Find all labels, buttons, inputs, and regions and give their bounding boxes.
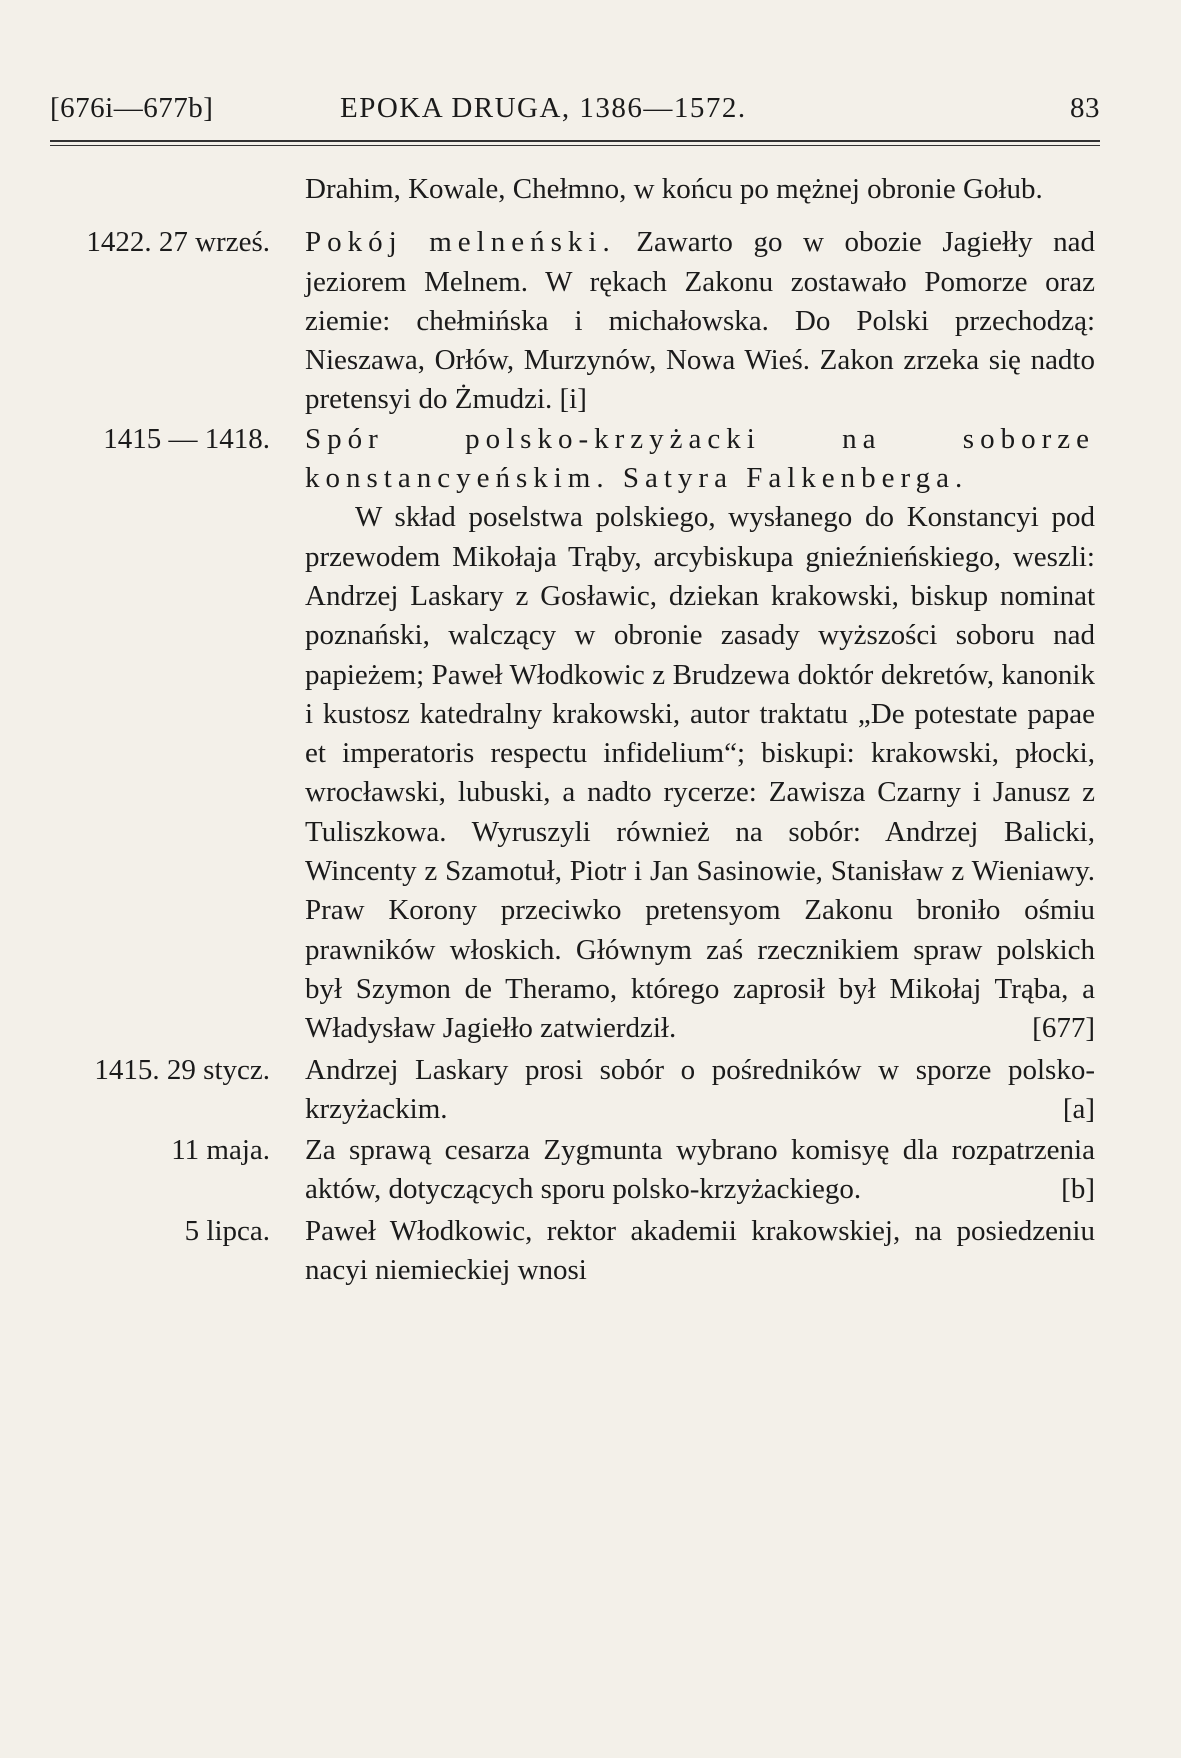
entry-body: Za sprawą cesarza Zygmunta wybrano komisyę dla rozpatrzenia aktów, dotyczących sporu polsko-krzyżackiego. (305, 1134, 1095, 1206)
entry (0, 223, 1181, 419)
entry-date: 1415 — 1418. (103, 422, 270, 455)
entry-date: 1422. 27 wrześ. (86, 226, 270, 259)
entry-body: W skład poselstwa polskiego, wysłanego do Konstancyi pod przewodem Mikołaja Trąby, arcybiskupa gnieźnieńskiego, weszli: Andrzej Laskary z Gosławic, dziekan krakowski, biskup nominat poznański, walczący w obronie zasady wyższości soboru nad papieżem; Paweł Włodkowic z Brudzewa doktór dekretów, kanonik i kustosz katedralny krakowski, autor traktatu „De potestate papae et imperatoris respectu infidelium“; biskupi: krakowski, płocki, wrocławski, lubuski, a nadto rycerze: Zawisza Czarny i Janusz z Tuliszkowa. Wyruszyli również na sobór: Andrzej Balicki, Wincenty z Szamotuł, Piotr i Jan Sasinowie, Stanisław z Wieniawy. Praw Korony przeciwko pretensyom Zakonu broniło ośmiu prawników włoskich. Głównym zaś rzecznikiem spraw polskich był Szymon de Theramo, którego zaprosił był Mikołaj Trąba, a Władysław Jagiełło zatwierdził. (305, 501, 1095, 1045)
entry-title: Spór polsko-krzyżacki na soborze konstancyeńskim. Satyra Falkenberga. (305, 422, 1095, 495)
entries (0, 170, 1181, 1290)
entry-body: Paweł Włodkowic, rektor akademii krakowskiej, na posiedzeniu nacyi niemieckiej wnosi (305, 1214, 1095, 1287)
section-range: [676i—677b] (50, 92, 214, 124)
entry (0, 1131, 1181, 1210)
entry-text (305, 1051, 1095, 1130)
entry-date: 11 maja. (171, 1134, 270, 1167)
header-rule (50, 140, 1100, 142)
entry (0, 170, 1181, 209)
running-head (50, 92, 1100, 132)
entry-reference: [a] (1062, 1092, 1095, 1125)
header-rule-thin (50, 145, 1100, 146)
entry-date: 1415. 29 stycz. (94, 1053, 270, 1086)
entry-text (305, 170, 1095, 209)
entry-reference: [b] (1061, 1173, 1095, 1206)
entry-date: 5 lipca. (184, 1214, 270, 1247)
entry-text (305, 420, 1095, 499)
entry (0, 1212, 1181, 1291)
entry-reference: [677] (1032, 1012, 1095, 1045)
entry-text (305, 223, 1095, 419)
running-title: EPOKA DRUGA, 1386—1572. (340, 92, 747, 124)
entry-body: Drahim, Kowale, Chełmno, w końcu po mężnej obronie Gołub. (305, 173, 1043, 205)
entry-text (305, 1131, 1095, 1210)
entry (0, 1051, 1181, 1130)
entry-text (305, 1212, 1095, 1291)
entry-body: Andrzej Laskary prosi sobór o pośredników w sporze polsko-krzyżackim. (305, 1053, 1095, 1125)
entry-title: Pokój melneński. (305, 226, 616, 259)
entry-body: Zawarto go w obozie Jagiełły nad jeziorem Melnem. W rękach Zakonu zostawało Pomorze oraz ziemie: chełmińska i michałowska. Do Polski przechodzą: Nieszawa, Orłów, Murzynów, Nowa Wieś. Zakon zrzeka się nadto pretensyi do Żmudzi. [i] (305, 226, 1095, 416)
page-number: 83 (1070, 92, 1100, 124)
entry-text (305, 498, 1095, 1048)
entry (0, 420, 1181, 1049)
